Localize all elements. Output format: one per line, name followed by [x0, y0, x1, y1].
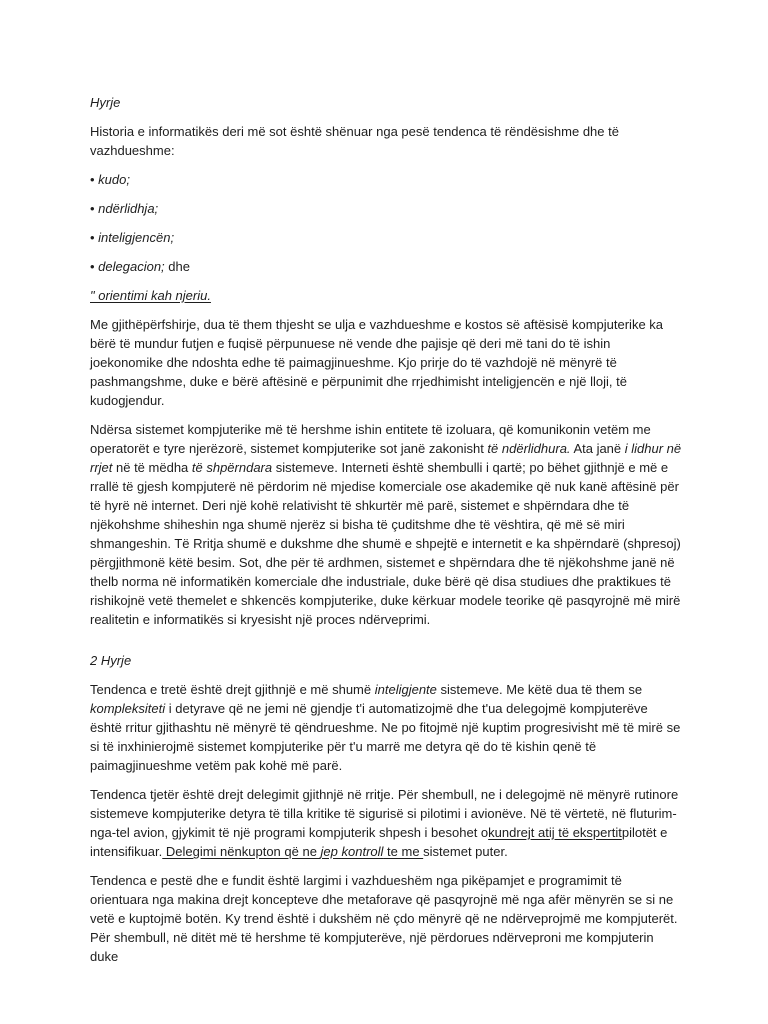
bullet-marker: •: [90, 201, 99, 216]
text-run: i detyrave që ne jemi në gjendje t'i automatizojmë dhe t'ua delegojmë kompjuterëve është rritur gjithashtu në mënyrë të qëndrueshme. Ne po fitojmë një kuptim progresivisht më të mirë se si të inxhinierojmë sistemet kompjuterike për t'u marrë me detyra që do të kishin qenë të paimagjinueshme vetëm pak kohë më parë.: [90, 701, 681, 773]
bullet-marker: •: [90, 259, 99, 274]
emphasis-run: i lidhur në rrjet: [90, 441, 682, 475]
emphasis-run: të ndërlidhura.: [487, 441, 571, 456]
bullet-item: [90, 228, 682, 247]
text-run: Tendenca e tretë është drejt gjithnjë e më shumë: [90, 682, 375, 697]
text-run: sistemeve. Interneti është shembulli i qartë; po bëhet gjithnjë e më e rrallë të gjesh kompjuterë në përdorim në mjedise komerciale ose akademike që nuk kanë aftësinë për të hyrë në internet. Deri një kohë relativisht të shkurtër më parë, sistemet e shpërndara dhe të njëkohshme shiheshin nga shumë njerëz si bisha të çuditshme dhe të vështira, që më së miri shmangeshin. Të Rritja shumë e dukshme dhe shumë e shpejtë e internetit e ka shpërndarë (shpresoj) përgjithmonë këtë besim. Sot, dhe për të ardhmen, sistemet e shpërndara dhe të njëkohshme janë në thelb norma në informatikën komerciale dhe industriale, duke bërë që disa studiues dhe praktikues të rishikojnë vetë themelet e shkencës kompjuterike, duke kërkuar modele teorike që pasqyrojnë më mirë realitetin e informatikës si kryesisht një proces ndërveprimi.: [90, 460, 681, 627]
bullet-suffix: dhe: [164, 259, 190, 274]
bullet-text: inteligjencën;: [98, 230, 175, 245]
intro-paragraph: Historia e informatikës deri më sot është shënuar nga pesë tendenca të rëndësishme dhe të vazhdueshme:: [90, 124, 619, 158]
section-heading-2: 2 Hyrje: [90, 653, 132, 668]
bullet-item: [90, 170, 682, 189]
bullet-item: [90, 257, 682, 276]
bullet-text: delegacion;: [98, 259, 165, 274]
document-page: [90, 93, 682, 976]
underlined-run: kundrejt atij të ekspertit: [488, 825, 622, 840]
bullet-item: [90, 199, 682, 218]
text-run: pilotët e intensifikuar.: [90, 825, 668, 859]
bullet-text: ndërlidhja;: [98, 201, 159, 216]
orientation-text: " orientimi kah njeriu.: [90, 288, 211, 303]
underlined-run: Delegimi nënkupton që ne: [162, 844, 321, 859]
text-run: Tendenca tjetër është drejt delegimit gjithnjë në rritje. Për shembull, ne i delegojmë në mënyrë rutinore sistemeve kompjuterike detyra të tilla kritike të sigurisë si pilotimi i avionëve. Në të vërtetë, në fluturim-nga-tel avion, gjykimit të një programi kompjuterik shpesh i besohet o: [90, 787, 679, 840]
bullet-marker: •: [90, 230, 99, 245]
text-run: Ata janë: [570, 441, 625, 456]
paragraph-interconnection: [90, 420, 682, 629]
emphasis-run: kompleksiteti: [90, 701, 166, 716]
bullet-marker: •: [90, 172, 99, 187]
text-run: sistemeve. Me këtë dua të them se: [436, 682, 643, 697]
paragraph-intelligence: [90, 680, 682, 775]
paragraph-human-orientation: Tendenca e pestë dhe e fundit është largimi i vazhdueshëm nga pikëpamjet e programimit të orientuara nga makina drejt koncepteve dhe metaforave që pasqyrojnë më nga afër mënyrën se si ne vetë e kuptojmë botën. Ky trend është i dukshëm në çdo mënyrë që ne ndërveprojmë me kompjuterët. Për shembull, në ditët më të hershme të kompjuterëve, një përdorues ndërveproni me kompjuterin duke: [90, 873, 678, 964]
emphasis-run: të shpërndara: [191, 460, 273, 475]
text-run: Ndërsa sistemet kompjuterike më të hershme ishin entitete të izoluara, që komunikonin vetëm me operatorët e tyre njerëzorë, sistemet kompjuterike sot janë zakonisht: [90, 422, 651, 456]
underlined-emphasis-run: jep kontroll: [320, 844, 384, 859]
section-heading: Hyrje: [90, 95, 121, 110]
paragraph-ubiquity: Me gjithëpërfshirje, dua të them thjesht se ulja e vazhdueshme e kostos së aftësisë kompjuterike ka bërë të mundur futjen e fuqisë përpunuese në vende dhe pajisje që deri më tani do të ishin joekonomike dhe ndoshta edhe të paimagjinueshme. Kjo prirje do të vazhdojë në mënyrë të pashmangshme, duke e bërë aftësinë e përpunimit dhe rrjedhimisht inteligjencën e një lloji, të kudogjendur.: [90, 317, 664, 408]
paragraph-delegation: [90, 785, 682, 861]
emphasis-run: inteligjente: [374, 682, 437, 697]
underlined-run: te me: [383, 844, 424, 859]
text-run: sistemet puter.: [423, 844, 508, 859]
orientation-line: [90, 286, 682, 305]
text-run: në të mëdha: [112, 460, 192, 475]
bullet-text: kudo;: [98, 172, 130, 187]
